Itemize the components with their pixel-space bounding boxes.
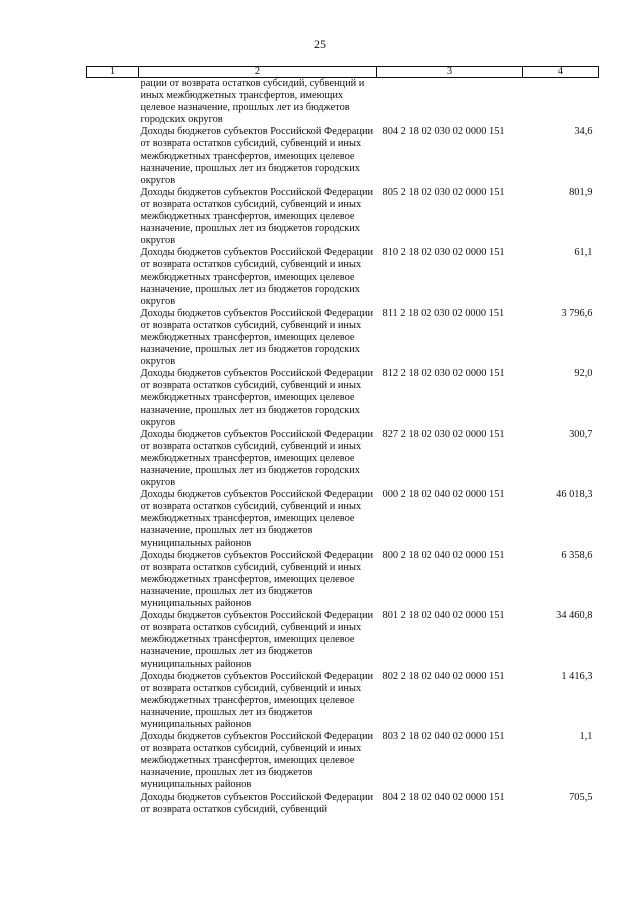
row-amount: 34 460,8	[556, 610, 593, 622]
row-amount: 1 416,3	[561, 670, 593, 682]
table-row	[87, 368, 599, 428]
row-amount: 92,0	[574, 368, 593, 380]
table-row	[87, 308, 599, 368]
row-description: Доходы бюджетов субъектов Российской Федерации от возврата остатков субсидий, субвенций и иных межбюджетных трансфертов, имеющих целевое назначение, прошлых лет из бюджетов городских округов	[140, 247, 374, 307]
header-col-4: 4	[523, 67, 599, 78]
row-col-1	[87, 78, 139, 127]
table-row	[87, 78, 599, 127]
page-number: 25	[314, 37, 326, 51]
row-amount: 801,9	[569, 186, 593, 198]
row-amount: 300,7	[569, 428, 593, 440]
row-amount: 3 796,6	[561, 307, 593, 319]
row-amount: 6 358,6	[561, 549, 593, 561]
table-row	[87, 489, 599, 549]
row-col-1	[87, 731, 139, 791]
row-description: Доходы бюджетов субъектов Российской Федерации от возврата остатков субсидий, субвенций и иных межбюджетных трансфертов, имеющих целевое назначение, прошлых лет из бюджетов городских округов	[140, 428, 374, 489]
row-code: 804 2 18 02 030 02 0000 151	[382, 126, 505, 138]
row-description: Доходы бюджетов субъектов Российской Федерации от возврата остатков субсидий, субвенций и иных межбюджетных трансфертов, имеющих целевое назначение, прошлых лет из бюджетов городских округов	[140, 126, 374, 186]
row-code: 000 2 18 02 040 02 0000 151	[382, 489, 505, 501]
row-amount	[523, 78, 599, 127]
row-amount: 34,6	[574, 126, 593, 138]
row-col-1	[87, 792, 139, 816]
row-code: 805 2 18 02 030 02 0000 151	[382, 186, 505, 198]
row-col-1	[87, 429, 139, 489]
row-description: Доходы бюджетов субъектов Российской Федерации от возврата остатков субсидий, субвенций и иных межбюджетных трансфертов, имеющих целевое назначение, прошлых лет из бюджетов городских округов	[140, 368, 374, 428]
header-row	[87, 67, 599, 78]
row-code: 802 2 18 02 040 02 0000 151	[382, 670, 505, 682]
row-description: Доходы бюджетов субъектов Российской Федерации от возврата остатков субсидий, субвенций и иных межбюджетных трансфертов, имеющих целевое назначение, прошлых лет из бюджетов городских округов	[140, 307, 374, 368]
row-col-1	[87, 187, 139, 247]
row-description: Доходы бюджетов субъектов Российской Федерации от возврата остатков субсидий, субвенций и иных межбюджетных трансфертов, имеющих целевое назначение, прошлых лет из бюджетов муниципальных районов	[140, 549, 374, 610]
row-col-1	[87, 308, 139, 368]
row-description: Доходы бюджетов субъектов Российской Федерации от возврата остатков субсидий, субвенций и иных межбюджетных трансфертов, имеющих целевое назначение, прошлых лет из бюджетов муниципальных районов	[140, 489, 374, 549]
table-row	[87, 610, 599, 670]
row-description: рации от возврата остатков субсидий, субвенций и иных межбюджетных трансфертов, имеющих целевое назначение, прошлых лет из бюджетов городских округов	[140, 78, 365, 126]
table-row	[87, 671, 599, 731]
row-code: 801 2 18 02 040 02 0000 151	[382, 610, 505, 622]
row-amount: 1,1	[579, 731, 593, 743]
budget-table	[86, 66, 599, 816]
row-col-1	[87, 489, 139, 549]
row-description: Доходы бюджетов субъектов Российской Федерации от возврата остатков субсидий, субвенций и иных межбюджетных трансфертов, имеющих целевое назначение, прошлых лет из бюджетов городских округов	[140, 186, 374, 247]
row-amount: 705,5	[569, 791, 593, 803]
row-code: 800 2 18 02 040 02 0000 151	[382, 549, 505, 561]
row-code: 811 2 18 02 030 02 0000 151	[382, 307, 505, 319]
row-amount: 61,1	[574, 247, 593, 259]
row-col-1	[87, 550, 139, 610]
row-col-1	[87, 368, 139, 428]
row-col-1	[87, 610, 139, 670]
table-row	[87, 126, 599, 186]
row-col-1	[87, 671, 139, 731]
row-code: 804 2 18 02 040 02 0000 151	[382, 791, 505, 803]
header-col-3: 3	[377, 67, 523, 78]
row-code	[377, 78, 523, 127]
row-description: Доходы бюджетов субъектов Российской Федерации от возврата остатков субсидий, субвенций и иных межбюджетных трансфертов, имеющих целевое назначение, прошлых лет из бюджетов муниципальных районов	[140, 610, 374, 670]
row-description: Доходы бюджетов субъектов Российской Федерации от возврата остатков субсидий, субвенций	[140, 791, 374, 815]
row-col-1	[87, 126, 139, 186]
row-code: 803 2 18 02 040 02 0000 151	[382, 731, 505, 743]
row-code: 812 2 18 02 030 02 0000 151	[382, 368, 505, 380]
row-description: Доходы бюджетов субъектов Российской Федерации от возврата остатков субсидий, субвенций и иных межбюджетных трансфертов, имеющих целевое назначение, прошлых лет из бюджетов муниципальных районов	[140, 670, 374, 730]
row-col-1	[87, 247, 139, 307]
row-code: 810 2 18 02 030 02 0000 151	[382, 247, 505, 259]
table-row	[87, 731, 599, 791]
header-col-2: 2	[139, 67, 377, 78]
table-row	[87, 429, 599, 489]
header-col-1: 1	[87, 67, 139, 78]
table-row	[87, 187, 599, 247]
table-row	[87, 550, 599, 610]
table-header	[87, 67, 599, 78]
table-row	[87, 247, 599, 307]
table-body	[87, 78, 599, 816]
row-code: 827 2 18 02 030 02 0000 151	[382, 428, 505, 440]
row-description: Доходы бюджетов субъектов Российской Федерации от возврата остатков субсидий, субвенций и иных межбюджетных трансфертов, имеющих целевое назначение, прошлых лет из бюджетов муниципальных районов	[140, 731, 374, 791]
table-row	[87, 792, 599, 816]
row-amount: 46 018,3	[556, 489, 593, 501]
